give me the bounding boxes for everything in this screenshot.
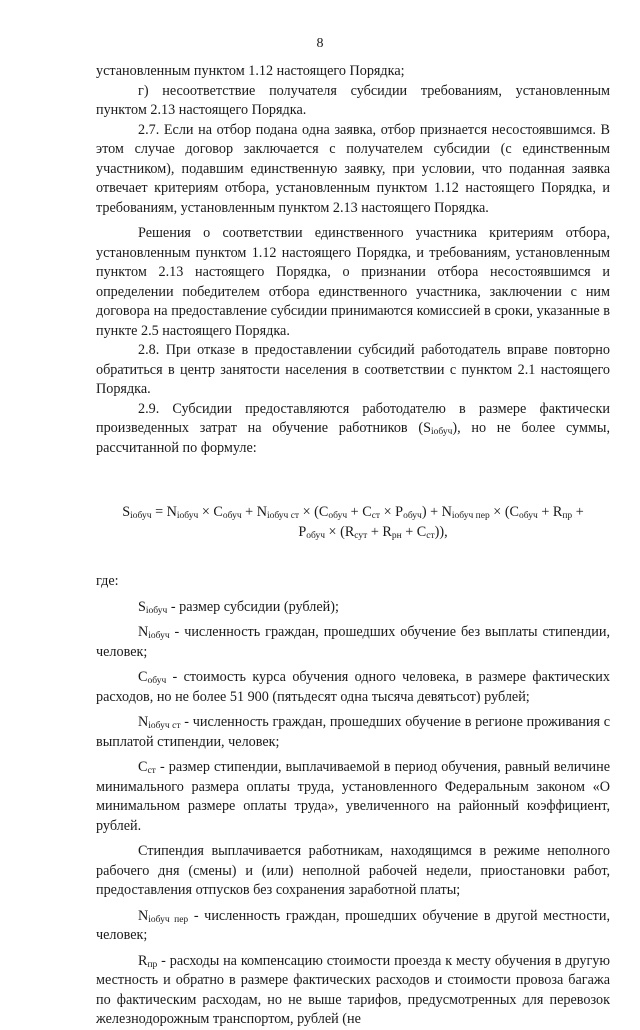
definition-n-per: $N_{iобуч пер}$ - численность граждан, прошедших обучение в другой местности, человек; (96, 907, 610, 943)
paragraph-decisions: Решения о соответствии единственного участника критериям отбора, установленным пунктом 1.12 настоящего Порядка, и требованиям, установленным пунктом 2.13 настоящего Порядка, о признании отбора несостоявшимся и определении победителем отбора единственного участника, заключении с ним договора на предоставление субсидии принимаются комиссией в сроки, указанные в пункте 2.5 настоящего Порядка. (96, 225, 610, 339)
document-body (96, 62, 610, 1030)
definition-n: $N_{iобуч}$ - численность граждан, прошедших обучение без выплаты стипендии, человек; (96, 624, 610, 660)
definition-c: $C_{обуч}$ - стоимость курса обучения одного человека, в размере фактических расходов, но не более 51 900 (пятьдесят одна тысяча девятьсот) рублей; (96, 669, 610, 705)
definition-n-st: $N_{iобуч ст}$ - численность граждан, прошедших обучение в регионе проживания с выплатой стипендии, человек; (96, 714, 610, 750)
paragraph-2-7: 2.7. Если на отбор подана одна заявка, отбор признается несостоявшимся. В этом случае договор заключается с получателем субсидии (с единственным участником), подавшим единственную заявку, при условии, что поданная заявка отвечает критериям отбора, установленным пунктом 1.12 настоящего Порядка, и требованиям, установленным пунктом 2.13 настоящего Порядка. (96, 121, 610, 216)
where-label: где: (96, 573, 119, 589)
paragraph-2-8: 2.8. При отказе в предоставлении субсидий работодатель вправе повторно обратиться в центр занятости населения в соответствии с пунктом 2.1 настоящего Порядка. (96, 342, 610, 397)
paragraph-item-g: г) несоответствие получателя субсидии требованиям, установленным пунктом 2.13 настоящего Порядка. (96, 82, 610, 118)
paragraph-continuation: установленным пунктом 1.12 настоящего Порядка; (96, 63, 405, 79)
definition-c-st: $C_{ст}$ - размер стипендии, выплачиваемой в период обучения, равный величине минимального размера оплаты труда, установленного Федеральным законом «О минимальном размере оплаты труда», увеличенного на районный коэффициент, рублей. (96, 759, 610, 834)
paragraph-stipend: Стипендия выплачивается работникам, находящимся в режиме неполного рабочего дня (смены) и (или) неполной рабочей недели, приостановки работ, предоставления отпусков без сохранения заработной платы; (96, 843, 610, 898)
page-number: 8 (316, 36, 324, 51)
definition-r-pr: $R_{пр}$ - расходы на компенсацию стоимости проезда к месту обучения в другую местность и обратно в размере фактических расходов и стоимости провоза багажа по фактическим расходам, но не выше тарифов, предусмотренных для перевозок железнодорожным транспортом, рублей (не (96, 952, 610, 1027)
definition-s: $S_{iобуч}$ - размер субсидии (рублей); (138, 598, 339, 616)
paragraph-2-9: 2.9. Субсидии предоставляются работодателю в размере фактически произведенных затрат на обучение работников $(S_{iобуч})$, но не более суммы, рассчитанной по формуле: (96, 400, 610, 456)
subsidy-formula: $S_{iобуч} = N_{iобуч} \times C_{обуч} + N_{iобуч ст} \times (C_{обуч} + C_{ст} \times P_{обуч}) + N_{iобуч пер} \times (C_{обуч} + R_{пр}$ + $P_{обуч} \times (R_{сут} + R_{рн} + C_{ст})$), (122, 504, 584, 541)
